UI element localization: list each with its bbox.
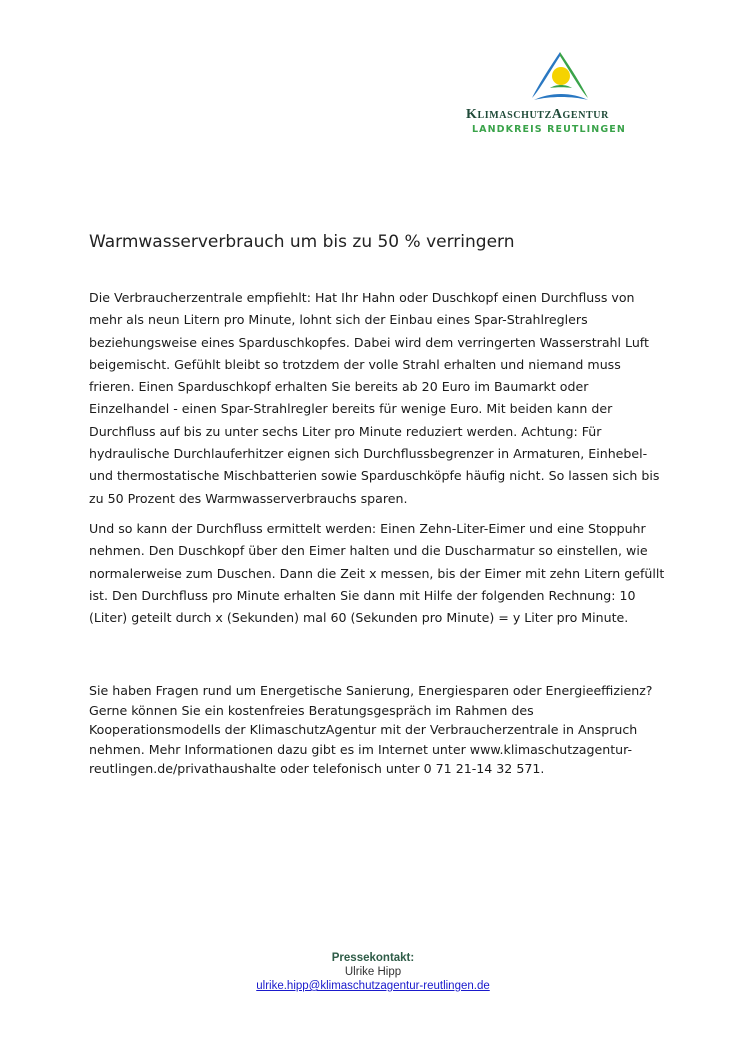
body-paragraph-2: Und so kann der Durchfluss ermittelt werden: Einen Zehn-Liter-Eimer und eine Stoppuhr nehmen. Den Duschkopf über den Eimer halten und die Duscharmatur so einstellen, wie normalerweise zum Duschen. Dann die Zeit x messen, bis der Eimer mit zehn Litern gefüllt ist. Den Durchfluss pro Minute erhalten Sie dann mit Hilfe der folgenden Rechnung: 10 (Liter) geteilt durch x (Sekunden) mal 60 (Sekunden pro Minute) = y Liter pro Minute.: [89, 521, 665, 626]
press-contact-label: Pressekontakt:: [331, 952, 415, 964]
logo-emblem-icon: [524, 48, 596, 104]
body-paragraph-3: Sie haben Fragen rund um Energetische Sanierung, Energiesparen oder Energieeffizienz? Gerne können Sie ein kostenfreies Beratungsgespräch im Rahmen des Kooperationsmodells der KlimaschutzAgentur mit der Verbraucherzentrale in Anspruch nehmen. Mehr Informationen dazu gibt es im Internet unter www.klimaschutzagentur-reutlingen.de/privathaushalte oder telefonisch unter 0 71 21-14 32 571.: [89, 683, 653, 776]
logo: [460, 48, 660, 143]
body-paragraph-1: Die Verbraucherzentrale empfiehlt: Hat Ihr Hahn oder Duschkopf einen Durchfluss von mehr als neun Litern pro Minute, lohnt sich der Einbau eines Spar-Strahlreglers beziehungsweise eines Sparduschkopfes. Dabei wird dem verringerten Wasserstrahl Luft beigemischt. Gefühlt bleibt so trotzdem der volle Strahl erhalten und niemand muss frieren. Einen Sparduschkopf erhalten Sie bereits ab 20 Euro im Baumarkt oder Einzelhandel - einen Spar-Strahlregler bereits für wenige Euro. Mit beiden kann der Durchfluss auf bis zu unter sechs Liter pro Minute reduziert werden. Achtung: Für hydraulische Durchlauferhitzer eignen sich Durchflussbegrenzer in Armaturen, Einhebel- und thermostatische Mischbatterien sowie Sparduschköpfe häufig nicht. So lassen sich bis zu 50 Prozent des Warmwasserverbrauchs sparen.: [89, 290, 660, 506]
press-contact-name: Ulrike Hipp: [344, 966, 402, 978]
logo-title: KlimaschutzAgentur: [466, 107, 609, 122]
logo-subtitle: LANDKREIS REUTLINGEN: [472, 124, 626, 135]
page-title: Warmwasserverbrauch um bis zu 50 % verringern: [89, 232, 515, 252]
press-contact-email-link[interactable]: ulrike.hipp@klimaschutzagentur-reutlingen.de: [256, 980, 490, 992]
press-contact: [0, 951, 746, 993]
